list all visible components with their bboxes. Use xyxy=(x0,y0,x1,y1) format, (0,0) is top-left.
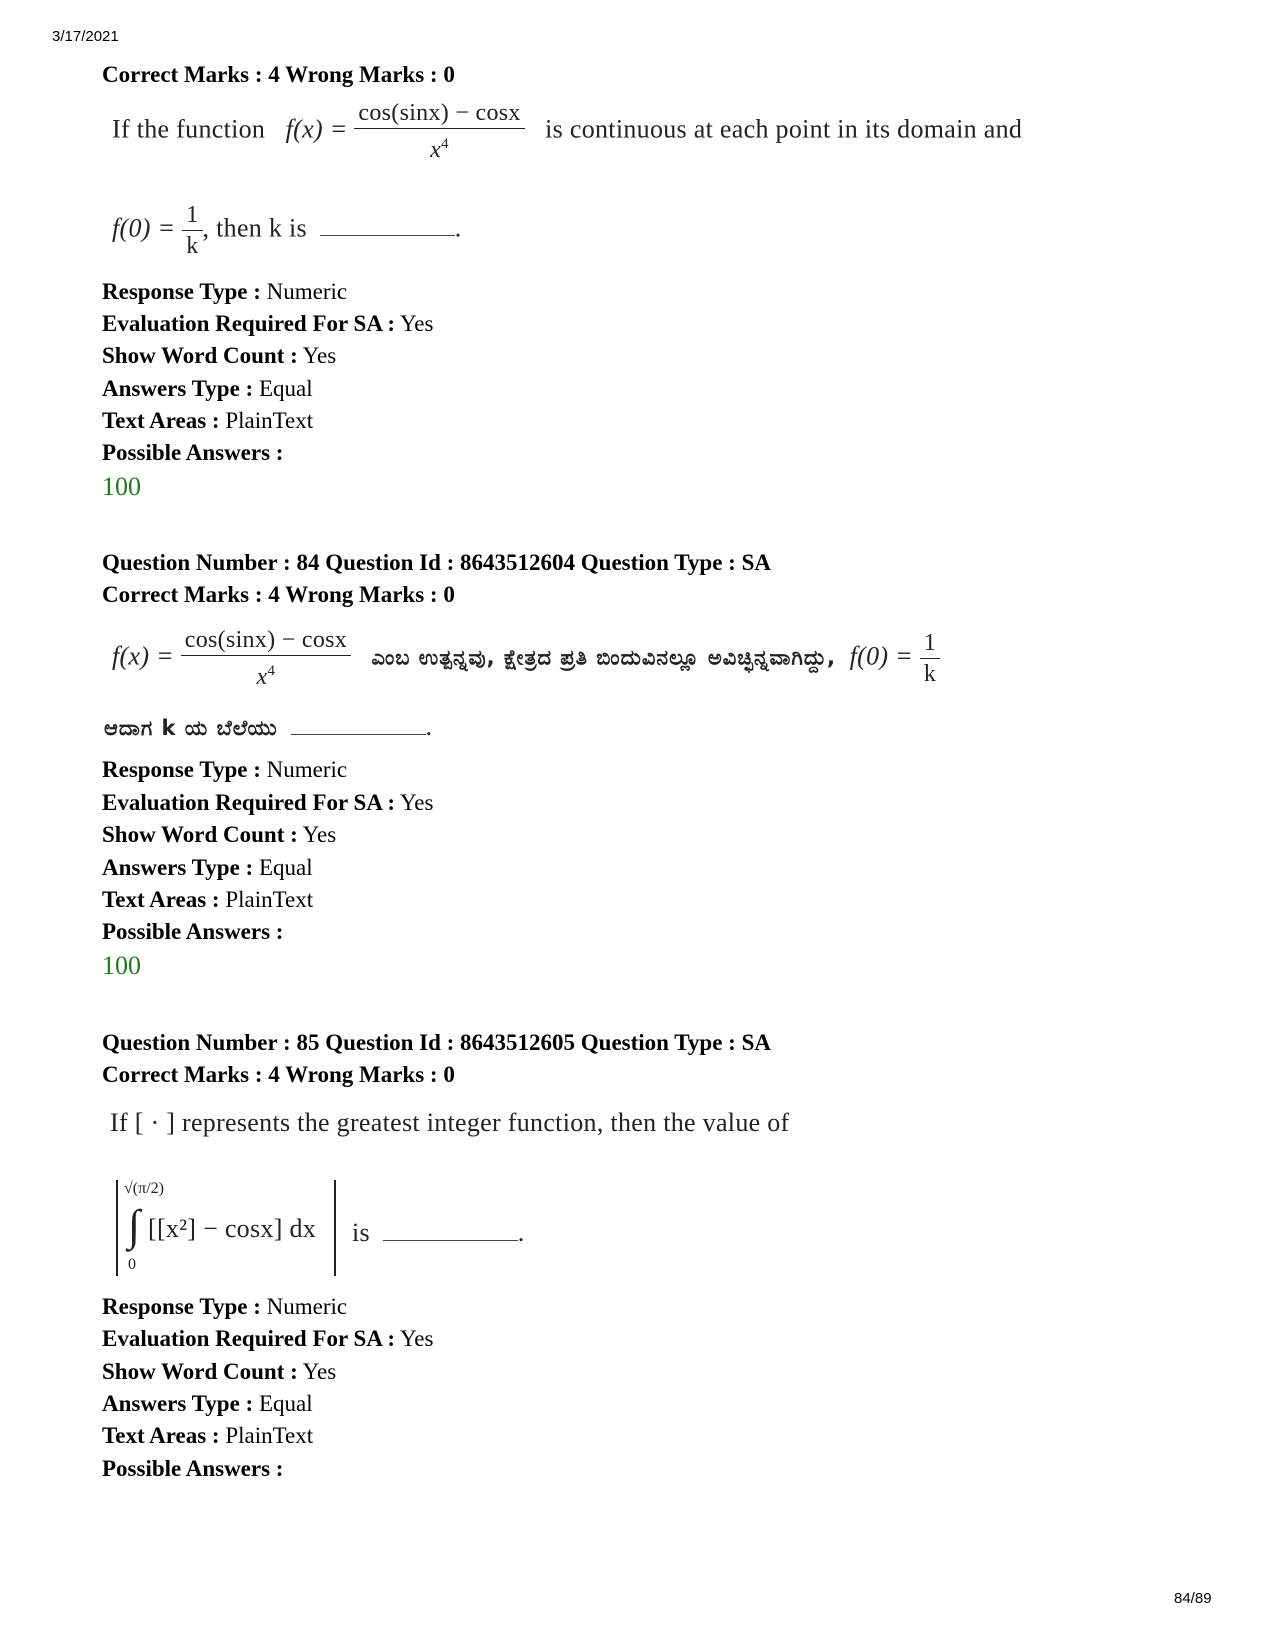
q84-response-type: Response Type : Numeric xyxy=(102,757,348,782)
integral-sign: ∫ xyxy=(128,1201,141,1250)
q84-evaluation-required: Evaluation Required For SA : Yes xyxy=(102,790,434,815)
q83-response-type: Response Type : Numeric xyxy=(102,279,348,304)
q83-marks: Correct Marks : 4 Wrong Marks : 0 xyxy=(102,62,455,87)
q83-question-line1: If the function f(x) = $\frac{\cos(\sin x) - \cos x}{x^4}$ is continuous at each point in its domain and xyxy=(112,100,1023,163)
print-date: 3/17/2021 xyxy=(52,28,119,45)
page-number: 84/89 xyxy=(1174,1590,1212,1607)
q83-text-areas: Text Areas : PlainText xyxy=(102,408,314,433)
absolute-bar-right xyxy=(334,1180,336,1276)
q85-marks: Correct Marks : 4 Wrong Marks : 0 xyxy=(102,1062,455,1087)
q84-kannada-text: ಎಂಬ ಉತ್ಪನ್ನವು, ಕ್ಷೇತ್ರದ ಪ್ರತಿ ಬಿಂದುವಿನಲ್ಲೂ ಅವಿಚ್ಛಿನ್ನವಾಗಿದ್ದು, xyxy=(371,645,837,670)
q85-question-line1: If [ · ] represents the greatest integer function, then the value of xyxy=(110,1108,790,1137)
q83-fraction: $\frac{\cos(\sin x) - \cos x}{x^4}$ xyxy=(354,98,524,165)
q85-integral-expression xyxy=(112,1178,542,1278)
answer-blank xyxy=(383,1239,518,1241)
absolute-bar-left xyxy=(116,1180,118,1276)
q85-answers-type: Answers Type : Equal xyxy=(102,1391,313,1416)
q83-show-word-count: Show Word Count : Yes xyxy=(102,343,337,368)
q83-answers-type: Answers Type : Equal xyxy=(102,376,313,401)
q83-evaluation-required: Evaluation Required For SA : Yes xyxy=(102,311,434,336)
q84-text-areas: Text Areas : PlainText xyxy=(102,887,314,912)
q85-possible-answers: Possible Answers : xyxy=(102,1456,284,1481)
q85-is-blank: is . xyxy=(352,1218,525,1247)
q83-answer: 100 xyxy=(102,472,141,501)
q84-marks: Correct Marks : 4 Wrong Marks : 0 xyxy=(102,582,455,607)
answer-blank xyxy=(320,234,455,236)
q84-possible-answers: Possible Answers : xyxy=(102,919,284,944)
q84-question-line2: ಆದಾಗ k ಯ ಬೆಲೆಯು . xyxy=(104,712,433,741)
q85-show-word-count: Show Word Count : Yes xyxy=(102,1359,337,1384)
q84-answer: 100 xyxy=(102,951,141,980)
q84-answers-type: Answers Type : Equal xyxy=(102,855,313,880)
q85-header: Question Number : 85 Question Id : 8643512605 Question Type : SA xyxy=(102,1030,771,1055)
integral-upper-limit: √(π/2) xyxy=(124,1180,164,1197)
integrand: [[x²] − cosx] dx xyxy=(148,1214,317,1243)
q85-response-type: Response Type : Numeric xyxy=(102,1294,348,1319)
q84-header: Question Number : 84 Question Id : 8643512604 Question Type : SA xyxy=(102,550,771,575)
q84-question-line1: f(x) = $\frac{\cos(\sin x) - \cos x}{x^4}$ ಎಂಬ ಉತ್ಪನ್ನವು, ಕ್ಷೇತ್ರದ ಪ್ರತಿ ಬಿಂದುವಿನಲ್ಲೂ ಅವಿಚ್ಛಿನ್ನವಾಗಿದ್ದು, f(0) = $\frac{1}{k}$ xyxy=(112,625,940,692)
answer-blank xyxy=(291,733,426,735)
q85-text-areas: Text Areas : PlainText xyxy=(102,1423,314,1448)
q84-show-word-count: Show Word Count : Yes xyxy=(102,822,337,847)
integral-lower-limit: 0 xyxy=(128,1256,136,1273)
q83-possible-answers: Possible Answers : xyxy=(102,440,284,465)
q85-evaluation-required: Evaluation Required For SA : Yes xyxy=(102,1326,434,1351)
q83-question-line2: f(0) = $\frac{1}{k}$ , then k is . xyxy=(112,202,462,259)
